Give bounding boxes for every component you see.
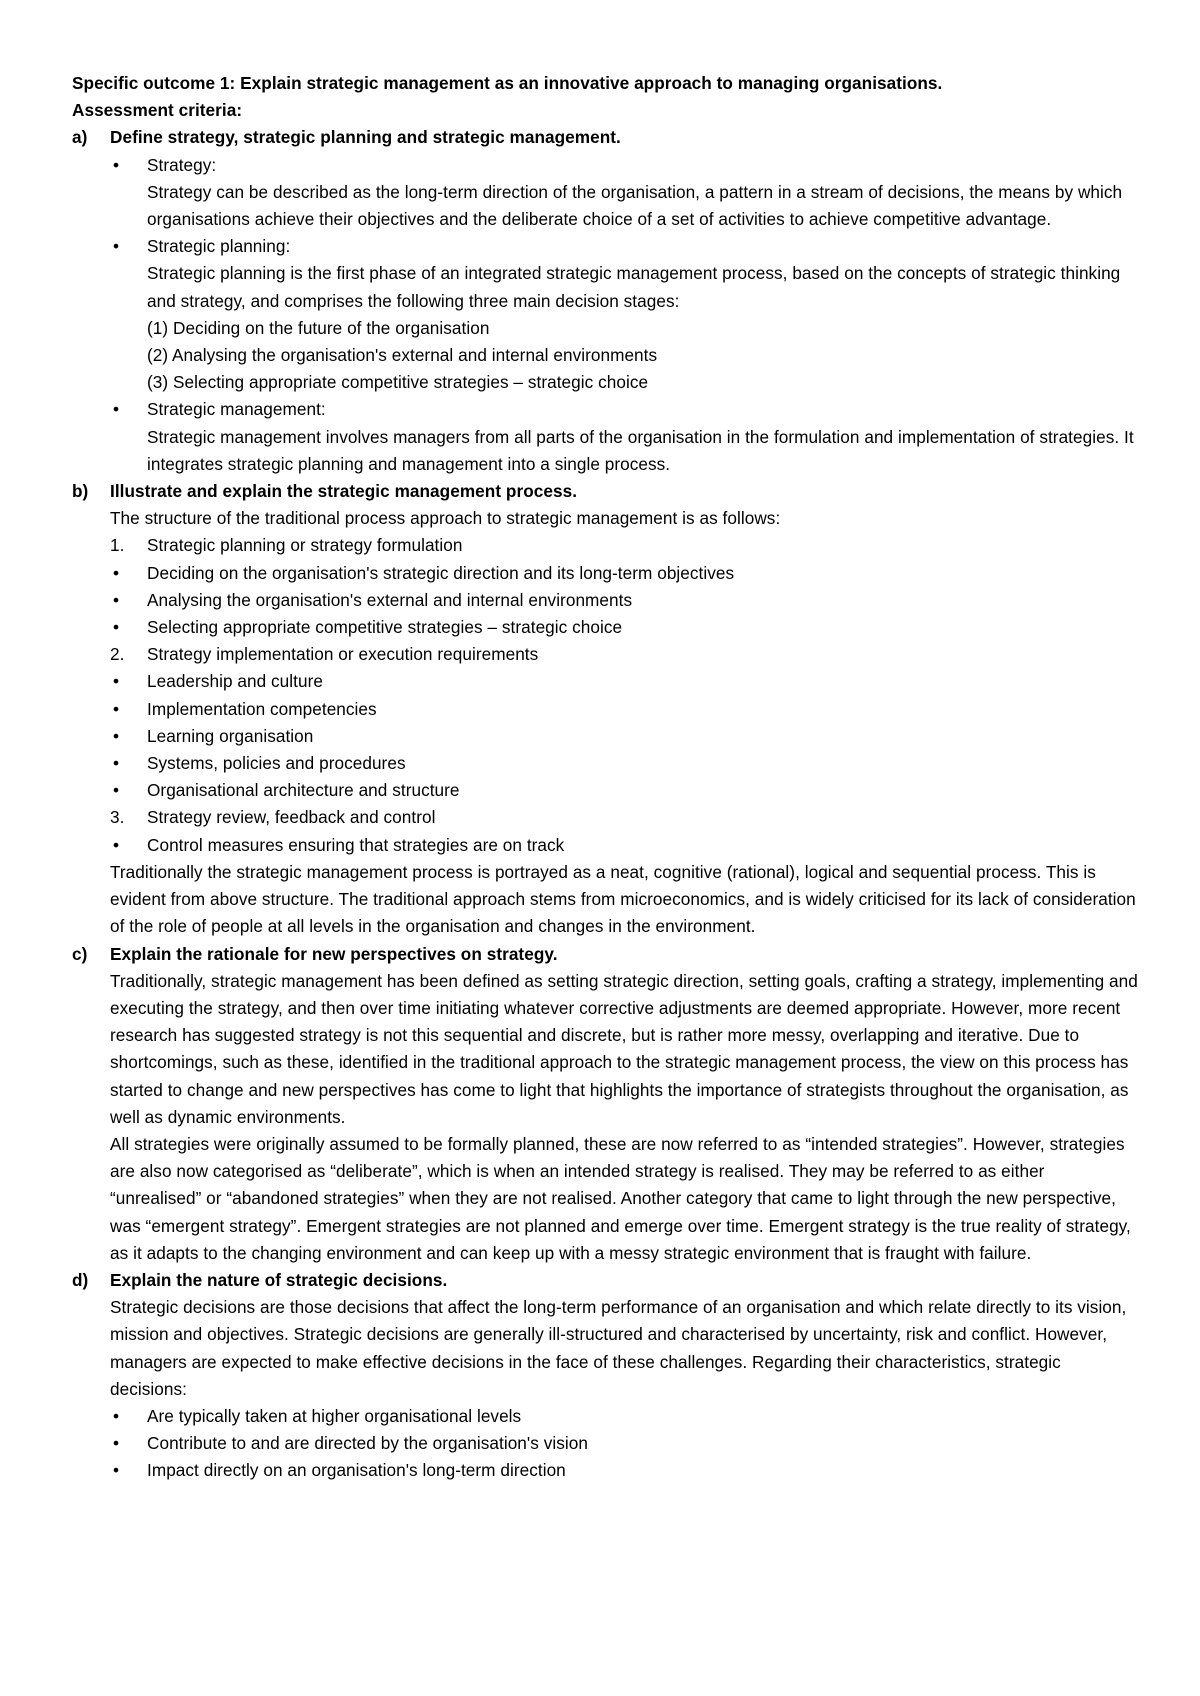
list-item	[72, 777, 1140, 804]
list-item	[72, 723, 1140, 750]
management-term: Strategic management:	[147, 399, 326, 420]
strategy-term: Strategy:	[147, 154, 217, 175]
list-item-text: Impact directly on an organisation's long-term direction	[147, 1460, 566, 1481]
bullet-icon: •	[113, 399, 120, 420]
list-item	[72, 560, 1140, 587]
planning-definition: Strategic planning is the first phase of an integrated strategic management process, based on the concepts of strategic thinking and strategy, and comprises the following three main decision stages:	[147, 263, 1121, 311]
list-item-text: Systems, policies and procedures	[147, 753, 406, 774]
list-item	[72, 668, 1140, 695]
section-c-label: c)	[72, 943, 88, 964]
management-definition: Strategic management involves managers from all parts of the organisation in the formulation and implementation of strategies. It integrates strategic planning and management into a single process.	[147, 426, 1134, 474]
section-a-label: a)	[72, 127, 88, 148]
numbered-item-3	[72, 804, 1140, 831]
planning-stage-3: (3) Selecting appropriate competitive strategies – strategic choice	[147, 372, 649, 393]
bullet-icon: •	[113, 617, 120, 638]
bullet-icon: •	[113, 1405, 120, 1426]
section-c-title: Explain the rationale for new perspectives on strategy.	[110, 943, 558, 964]
list-item-text: Control measures ensuring that strategies are on track	[147, 834, 565, 855]
list-item-text: Implementation competencies	[147, 698, 377, 719]
list-item	[72, 832, 1140, 859]
bullet-icon: •	[113, 698, 120, 719]
list-item	[72, 1403, 1140, 1430]
list-item-strategic-planning	[72, 233, 1140, 396]
numbered-item-1	[72, 532, 1140, 559]
numbered-item-text: Strategy implementation or execution requirements	[147, 644, 539, 665]
list-item-text: Leadership and culture	[147, 671, 323, 692]
section-c-paragraph-2: All strategies were originally assumed to be formally planned, these are now referred to as “intended strategies”. However, strategies are also now categorised as “deliberate”, which is when an intended strategy is realised. They may be referred to as either “unrealised” or “abandoned strategies” when they are not realised. Another category that came to light through the new perspective, was “emergent strategy”. Emergent strategies are not planned and emerge over time. Emergent strategy is the true reality of strategy, as it adapts to the changing environment and can keep up with a messy strategic environment that is fraught with failure.	[110, 1133, 1131, 1263]
bullet-icon: •	[113, 1433, 120, 1454]
list-item	[72, 1430, 1140, 1457]
section-d-paragraph: Strategic decisions are those decisions that affect the long-term performance of an organisation and which relate directly to its vision, mission and objectives. Strategic decisions are generally ill-structured and characterised by uncertainty, risk and conflict. However, managers are expected to make effective decisions in the face of these challenges. Regarding their characteristics, strategic decisions:	[110, 1297, 1127, 1399]
list-item-strategic-management	[72, 396, 1140, 478]
bullet-icon: •	[113, 236, 120, 257]
list-item-text: Deciding on the organisation's strategic direction and its long-term objectives	[147, 562, 735, 583]
section-d-title: Explain the nature of strategic decisions.	[110, 1269, 448, 1290]
section-c-heading	[72, 941, 1140, 968]
numbered-item-text: Strategy review, feedback and control	[147, 807, 436, 828]
bullet-icon: •	[113, 1460, 120, 1481]
section-a-heading	[72, 124, 1140, 151]
section-b-heading	[72, 478, 1140, 505]
number-marker: 3.	[110, 807, 125, 828]
bullet-icon: •	[113, 154, 120, 175]
planning-term: Strategic planning:	[147, 236, 291, 257]
list-item-text: Are typically taken at higher organisational levels	[147, 1405, 522, 1426]
list-item	[72, 696, 1140, 723]
strategy-definition: Strategy can be described as the long-term direction of the organisation, a pattern in a stream of decisions, the means by which organisations achieve their objectives and the deliberate choice of a set of activities to achieve competitive advantage.	[147, 181, 1123, 230]
section-d-heading	[72, 1267, 1140, 1294]
section-a-title: Define strategy, strategic planning and strategic management.	[110, 127, 621, 148]
number-marker: 1.	[110, 535, 125, 556]
list-item-text: Learning organisation	[147, 725, 314, 746]
outcome-heading: Specific outcome 1: Explain strategic management as an innovative approach to managing organisations.	[72, 73, 943, 93]
bullet-icon: •	[113, 834, 120, 855]
bullet-icon: •	[113, 589, 120, 610]
section-b-closing-paragraph: Traditionally the strategic management process is portrayed as a neat, cognitive (rational), logical and sequential process. This is evident from above structure. The traditional approach stems from microeconomics, and is widely criticised for its lack of consideration of the role of people at all levels in the organisation and changes in the environment.	[110, 861, 1136, 937]
list-item-text: Analysing the organisation's external and internal environments	[147, 589, 633, 610]
bullet-icon: •	[113, 780, 120, 801]
list-item	[72, 614, 1140, 641]
bullet-icon: •	[113, 562, 120, 583]
planning-stage-1: (1) Deciding on the future of the organisation	[147, 317, 490, 338]
list-item-text: Contribute to and are directed by the organisation's vision	[147, 1433, 588, 1454]
bullet-icon: •	[113, 725, 120, 746]
list-item	[72, 1457, 1140, 1484]
numbered-item-text: Strategic planning or strategy formulation	[147, 535, 463, 556]
list-item-strategy	[72, 152, 1140, 234]
list-item	[72, 587, 1140, 614]
list-item-text: Organisational architecture and structure	[147, 780, 460, 801]
section-b-label: b)	[72, 481, 89, 502]
bullet-icon: •	[113, 753, 120, 774]
list-item-text: Selecting appropriate competitive strategies – strategic choice	[147, 617, 623, 638]
section-b-intro: The structure of the traditional process approach to strategic management is as follows:	[110, 508, 781, 529]
section-b-title: Illustrate and explain the strategic management process.	[110, 481, 578, 502]
list-item	[72, 750, 1140, 777]
section-c-paragraph-1: Traditionally, strategic management has been defined as setting strategic direction, setting goals, crafting a strategy, implementing and executing the strategy, and then over time initiating whatever corrective adjustments are deemed appropriate. However, more recent research has suggested strategy is not this sequential and discrete, but is rather more messy, overlapping and iterative. Due to shortcomings, such as these, identified in the traditional approach to the strategic management process, the view on this process has started to change and new perspectives has come to light that highlights the importance of strategists throughout the organisation, as well as dynamic environments.	[110, 970, 1138, 1127]
assessment-criteria-label: Assessment criteria:	[72, 100, 243, 121]
bullet-icon: •	[113, 671, 120, 692]
numbered-item-2	[72, 641, 1140, 668]
planning-stage-2: (2) Analysing the organisation's external and internal environments	[147, 345, 658, 366]
section-d-label: d)	[72, 1269, 89, 1290]
number-marker: 2.	[110, 644, 125, 665]
